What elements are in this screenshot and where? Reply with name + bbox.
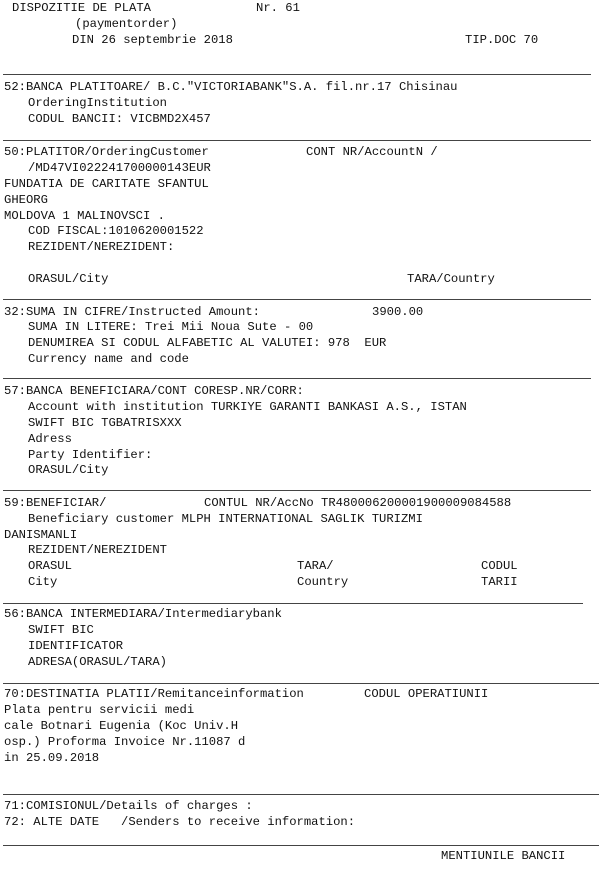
beneficiary-label: 59:BENEFICIAR/ [4, 496, 107, 510]
beneficiary-code-ro: CODUL [481, 559, 518, 573]
beneficiary-account: CONTUL NR/AccNo TR480006200001900009084588 [204, 496, 512, 510]
payer-name-line2: GHEORG [4, 193, 48, 207]
document-subtitle: (paymentorder) [75, 17, 178, 31]
payment-purpose-line3: osp.) Proforma Invoice Nr.11087 d [4, 735, 246, 749]
payment-purpose-line1: Plata pentru servicii medi [4, 703, 195, 717]
beneficiary-resident-status: REZIDENT/NEREZIDENT [28, 543, 167, 557]
separator-line [3, 140, 591, 141]
currency-code: DENUMIREA SI CODUL ALFABETIC AL VALUTEI: 978 EUR [28, 336, 387, 350]
payer-account-label: CONT NR/AccountN / [306, 145, 438, 159]
payment-purpose-line4: in 25.09.2018 [4, 751, 100, 765]
amount-words: SUMA IN LITERE: Trei Mii Noua Sute - 00 [28, 320, 314, 334]
payer-bank-code: CODUL BANCII: VICBMD2X457 [28, 112, 211, 126]
payment-purpose-line2: cale Botnari Eugenia (Koc Univ.H [4, 719, 239, 733]
separator-line [3, 490, 591, 491]
beneficiary-code-en: TARII [481, 575, 518, 589]
payer-resident-status: REZIDENT/NEREZIDENT: [28, 240, 175, 254]
separator-line [3, 378, 591, 379]
intermediary-address: ADRESA(ORASUL/TARA) [28, 655, 167, 669]
bank-notes-label: MENTIUNILE BANCII [441, 849, 566, 863]
operation-code-label: CODUL OPERATIUNII [364, 687, 489, 701]
beneficiary-bank-party-id: Party Identifier: [28, 448, 153, 462]
document-date: DIN 26 septembrie 2018 [72, 33, 233, 47]
beneficiary-bank-address: Adress [28, 432, 72, 446]
payer-address: MOLDOVA 1 MALINOVSCI . [4, 209, 165, 223]
payer-name-line1: FUNDATIA DE CARITATE SFANTUL [4, 177, 209, 191]
separator-line [3, 845, 599, 846]
beneficiary-country-en: Country [297, 575, 349, 589]
payer-label: 50:PLATITOR/OrderingCustomer [4, 145, 209, 159]
separator-line [3, 299, 591, 300]
amount-label: 32:SUMA IN CIFRE/Instructed Amount: [4, 305, 260, 319]
beneficiary-city-ro: ORASUL [28, 559, 72, 573]
beneficiary-customer-cont: DANISMANLI [4, 528, 78, 542]
payer-country: TARA/Country [407, 272, 495, 286]
document-title: DISPOZITIE DE PLATA [12, 1, 151, 15]
other-data: 72: ALTE DATE /Senders to receive information: [4, 815, 356, 829]
beneficiary-bank-swift: SWIFT BIC TGBATRISXXX [28, 416, 182, 430]
ordering-institution-label: OrderingInstitution [28, 96, 167, 110]
separator-line [3, 794, 599, 795]
beneficiary-customer: Beneficiary customer MLPH INTERNATIONAL SAGLIK TURIZMI [28, 512, 423, 526]
intermediary-swift: SWIFT BIC [28, 623, 94, 637]
beneficiary-bank-city: ORASUL/City [28, 463, 109, 477]
charges-details: 71:COMISIONUL/Details of charges : [4, 799, 253, 813]
payer-account: /MD47VI022241700000143EUR [28, 161, 211, 175]
beneficiary-city-en: City [28, 575, 58, 589]
document-type: TIP.DOC 70 [465, 33, 539, 47]
payer-fiscal-code: COD FISCAL:1010620001522 [28, 224, 204, 238]
payer-bank-line: 52:BANCA PLATITOARE/ B.C."VICTORIABANK"S.A. fil.nr.17 Chisinau [4, 80, 458, 94]
beneficiary-bank-institution: Account with institution TURKIYE GARANTI BANKASI A.S., ISTAN [28, 400, 467, 414]
beneficiary-bank-label: 57:BANCA BENEFICIARA/CONT CORESP.NR/CORR: [4, 384, 304, 398]
intermediary-identifier: IDENTIFICATOR [28, 639, 124, 653]
intermediary-bank-label: 56:BANCA INTERMEDIARA/Intermediarybank [4, 607, 282, 621]
separator-line [3, 74, 591, 75]
separator-line [3, 603, 583, 604]
payment-purpose-label: 70:DESTINATIA PLATII/Remitanceinformation [4, 687, 304, 701]
beneficiary-country-ro: TARA/ [297, 559, 334, 573]
currency-name-label: Currency name and code [28, 352, 189, 366]
document-number: Nr. 61 [256, 1, 300, 15]
separator-line [3, 683, 599, 684]
payer-city: ORASUL/City [28, 272, 109, 286]
amount-value: 3900.00 [372, 305, 424, 319]
